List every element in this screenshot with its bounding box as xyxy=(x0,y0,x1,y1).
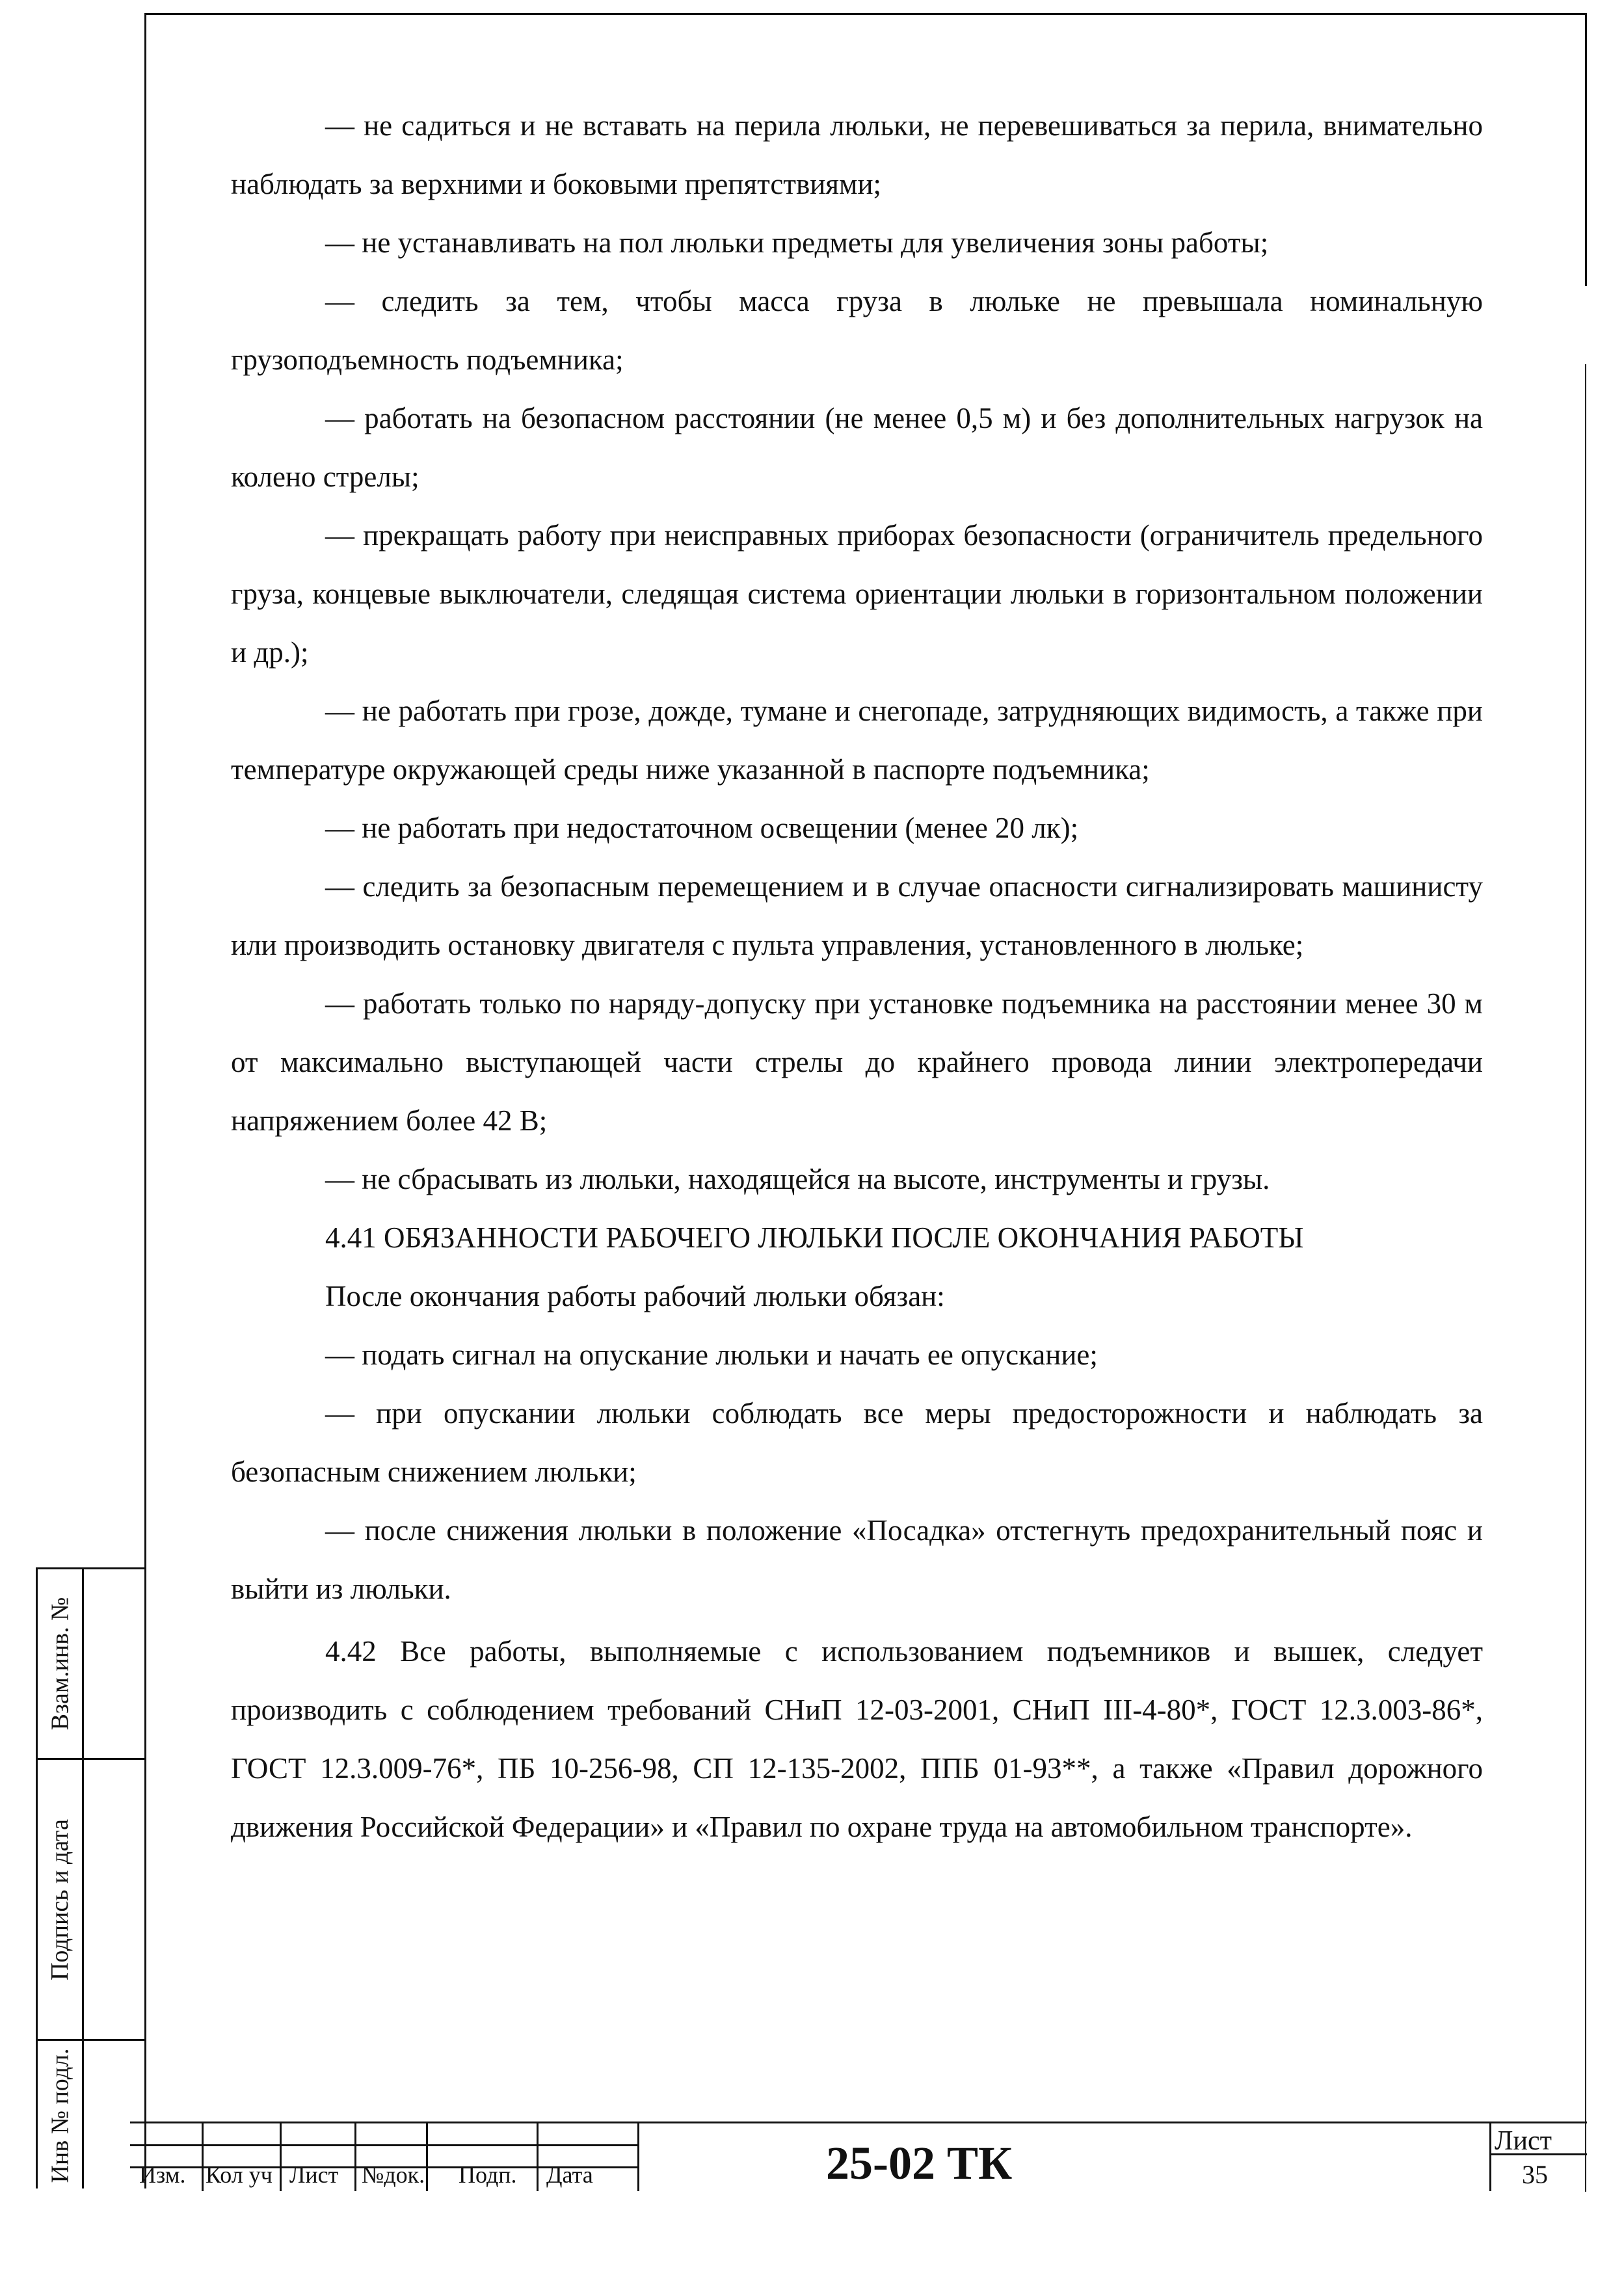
document-body xyxy=(231,96,1483,1856)
paragraph: — не сбрасывать из люльки, находящейся на высоте, инструменты и грузы. xyxy=(325,1163,1270,1195)
side-sign-date-cell xyxy=(38,1760,82,2039)
frame-right-border-lower xyxy=(1585,364,1586,2192)
paragraph: После окончания работы рабочий люльки обязан: xyxy=(325,1280,945,1312)
col-izm-label: Изм. xyxy=(139,2162,186,2188)
sheet-number: 35 xyxy=(1522,2160,1548,2189)
paragraph: — не садиться и не вставать на перила люльки, не перевешиваться за перила, внимательно наблюдать за верхними и боковыми препятствиями; xyxy=(231,109,1483,200)
side-inv-orig-label: Инв № подл. xyxy=(46,2048,74,2183)
paragraph: 4.42 Все работы, выполняемые с использованием подъемников и вышек, следует производить с соблюдением требований СНиП 12-03-2001, СНиП III-4-80*, ГОСТ 12.3.003-86*, ГОСТ 12.3.009-76*, ПБ 10-256-98, СП 12-135-2002, ППБ 01-93**, а также «Правил дорожного движения Российской Федерации» и «Правил по охране труда на автомобильном транспорте». xyxy=(231,1635,1483,1843)
paragraph: — подать сигнал на опускание люльки и начать ее опускание; xyxy=(325,1338,1098,1371)
paragraph: — работать только по наряду-допуску при установке подъемника на расстоянии менее 30 м от максимально выступающей части стрелы до крайнего провода линии электропередачи напряжением более 42 В; xyxy=(231,987,1483,1137)
side-sign-date-label: Подпись и дата xyxy=(46,1818,74,1980)
paragraph: — не устанавливать на пол люльки предметы для увеличения зоны работы; xyxy=(325,226,1269,259)
side-inv-replace-cell xyxy=(38,1569,82,1758)
col-podp-label: Подп. xyxy=(459,2162,517,2188)
side-inv-replace-label: Взам.инв. № xyxy=(46,1597,74,1731)
side-stamp-divider xyxy=(82,1569,84,2188)
paragraph: — после снижения люльки в положение «Посадка» отстегнуть предохранительный пояс и выйти из люльки. xyxy=(231,1514,1483,1605)
title-block-divider xyxy=(202,2123,204,2191)
title-block-row-line xyxy=(130,2144,637,2146)
frame-top-border xyxy=(144,13,1587,15)
side-inv-orig-cell xyxy=(38,2041,82,2190)
paragraph: — следить за безопасным перемещением и в случае опасности сигнализировать машинисту или производить остановку двигателя с пульта управления, установленного в люльке; xyxy=(231,870,1483,961)
title-block-divider xyxy=(280,2123,282,2191)
section-heading: 4.41 ОБЯЗАННОСТИ РАБОЧЕГО ЛЮЛЬКИ ПОСЛЕ ОКОНЧАНИЯ РАБОТЫ xyxy=(325,1221,1304,1254)
paragraph: — при опускании люльки соблюдать все меры предосторожности и наблюдать за безопасным снижением люльки; xyxy=(231,1397,1483,1488)
col-list-label: Лист xyxy=(289,2162,339,2188)
sheet-label: Лист xyxy=(1495,2126,1552,2156)
side-stamp xyxy=(36,1567,145,2188)
frame-right-border xyxy=(1585,13,1587,286)
col-data-label: Дата xyxy=(546,2162,593,2188)
paragraph: — не работать при грозе, дожде, тумане и снегопаде, затрудняющих видимость, а также при температуре окружающей среды ниже указанной в паспорте подъемника; xyxy=(231,695,1483,786)
col-kol-label: Кол уч xyxy=(206,2162,273,2188)
title-block-divider xyxy=(354,2123,356,2191)
title-block-divider xyxy=(426,2123,428,2191)
title-block-divider xyxy=(537,2123,539,2191)
paragraph: — прекращать работу при неисправных приборах безопасности (ограничитель предельного груза, концевые выключатели, следящая система ориентации люльки в горизонтальном положении и др.); xyxy=(231,519,1483,669)
title-block-divider xyxy=(637,2123,639,2191)
paragraph: — не работать при недостаточном освещении (менее 20 лк); xyxy=(325,812,1079,844)
col-ndok-label: №док. xyxy=(362,2162,425,2188)
paragraph: — следить за тем, чтобы масса груза в люльке не превышала номинальную грузоподъемность подъемника; xyxy=(231,285,1483,376)
title-block-divider xyxy=(1489,2123,1491,2191)
document-code: 25-02 ТК xyxy=(826,2137,1013,2189)
paragraph: — работать на безопасном расстоянии (не менее 0,5 м) и без дополнительных нагрузок на колено стрелы; xyxy=(231,402,1483,493)
